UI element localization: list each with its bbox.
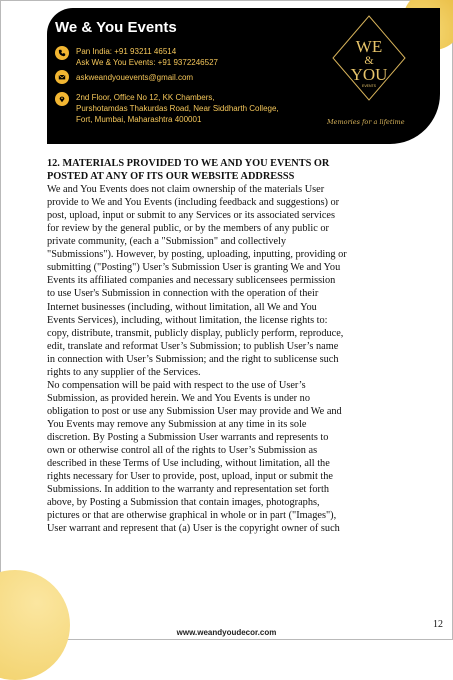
- address-line: Fort, Mumbai, Maharashtra 400001: [76, 115, 202, 124]
- phone-line: Ask We & You Events: +91 9372246527: [76, 58, 218, 67]
- text-line: provide to We and You Events (including feedback and suggestions) or: [47, 197, 340, 209]
- address-line: Purshotamdas Thakurdas Road, Near Siddharth College,: [76, 104, 279, 113]
- heading-line: 12. MATERIALS PROVIDED TO WE AND YOU EVENTS OR: [47, 158, 330, 169]
- email-contact: [55, 70, 193, 84]
- text-line: We and You Events does not claim ownership of the materials User: [47, 184, 325, 196]
- heading-line: POSTED AT ANY OF ITS OUR WEBSITE ADDRESSS: [47, 171, 295, 183]
- logo-text-events: EVENTS: [361, 84, 377, 88]
- page-number: 12: [433, 619, 443, 630]
- text-line: Submission, as provided herein. We and You Events is under no: [47, 392, 310, 404]
- phone-line: Pan India: +91 93211 46514: [76, 47, 177, 56]
- tagline: Memories for a lifetime: [327, 118, 405, 126]
- text-line: Events Services), including, without limitation, the license rights to:: [47, 314, 328, 326]
- email-icon: [55, 70, 69, 84]
- document-body: [47, 157, 439, 535]
- text-line: post, upload, input or submit to any Services or its associated services: [47, 210, 335, 222]
- company-logo: [331, 14, 407, 102]
- text-line: rights to any supplier of the Services.: [47, 366, 201, 378]
- text-line: discretion. By Posting a Submission User warrants and represents to: [47, 431, 329, 443]
- phone-icon: [55, 46, 69, 60]
- text-line: Events its affiliated companies and necessary sublicensees permission: [47, 275, 336, 287]
- paragraph-ownership: [47, 183, 439, 379]
- text-line: obligation to post or use any Submission User may provide and We and: [47, 405, 342, 417]
- logo-text-we: WE: [355, 37, 383, 56]
- text-line: for review by the general public, or by the members of any public or: [47, 223, 329, 235]
- section-heading: [47, 157, 439, 183]
- text-line: described in these Terms of Use including, without limitation, all the: [47, 458, 330, 470]
- text-line: "Submissions"). However, by posting, uploading, inputting, providing or: [47, 249, 347, 261]
- paragraph-compensation: [47, 379, 439, 536]
- logo-ampersand: &: [364, 53, 374, 67]
- text-line: Submissions. In addition to the warranty and representation set forth: [47, 484, 329, 496]
- text-line: in connection with User’s Submission; and the right to sublicense such: [47, 353, 339, 365]
- text-line: User warrant and represent that (a) User is the copyright owner of such: [47, 523, 340, 535]
- logo-text-you: YOU: [350, 65, 388, 84]
- phone-contact: [55, 46, 218, 68]
- text-line: own or otherwise control all of the rights to User’s Submission as: [47, 445, 318, 457]
- text-line: No compensation will be paid with respect to the use of User’s: [47, 379, 306, 391]
- footer-website-url: www.weandyoudecor.com: [176, 628, 277, 637]
- company-name: We & You Events: [55, 19, 177, 36]
- email-address: askweandyouevents@gmail.com: [76, 73, 194, 82]
- text-line: rights necessary for User to provide, post, upload, input or submit the: [47, 471, 333, 483]
- letterhead-header: [47, 8, 440, 144]
- text-line: pictures or that are otherwise graphical in whole or in part ("Images"),: [47, 510, 337, 522]
- location-pin-icon: [55, 92, 69, 106]
- text-line: to use User's Submission in connection with the operation of their: [47, 288, 319, 300]
- text-line: private community, (each a "Submission" and collectively: [47, 236, 287, 248]
- text-line: above, by Posting a Submission that contain images, photographs,: [47, 497, 320, 509]
- address-line: 2nd Floor, Office No 12, KK Chambers,: [76, 93, 215, 102]
- text-line: You Events may remove any Submission at any time in its sole: [47, 418, 307, 430]
- text-line: Internet businesses (including, without limitation, all We and You: [47, 301, 317, 313]
- text-line: submitting ("Posting") User’s Submission User is granting We and You: [47, 262, 341, 274]
- text-line: edit, translate and reformat User’s Submission; to publish User’s name: [47, 340, 339, 352]
- text-line: copy, distribute, transmit, publicly display, publicly perform, reproduce,: [47, 327, 344, 339]
- address-contact: [55, 92, 279, 125]
